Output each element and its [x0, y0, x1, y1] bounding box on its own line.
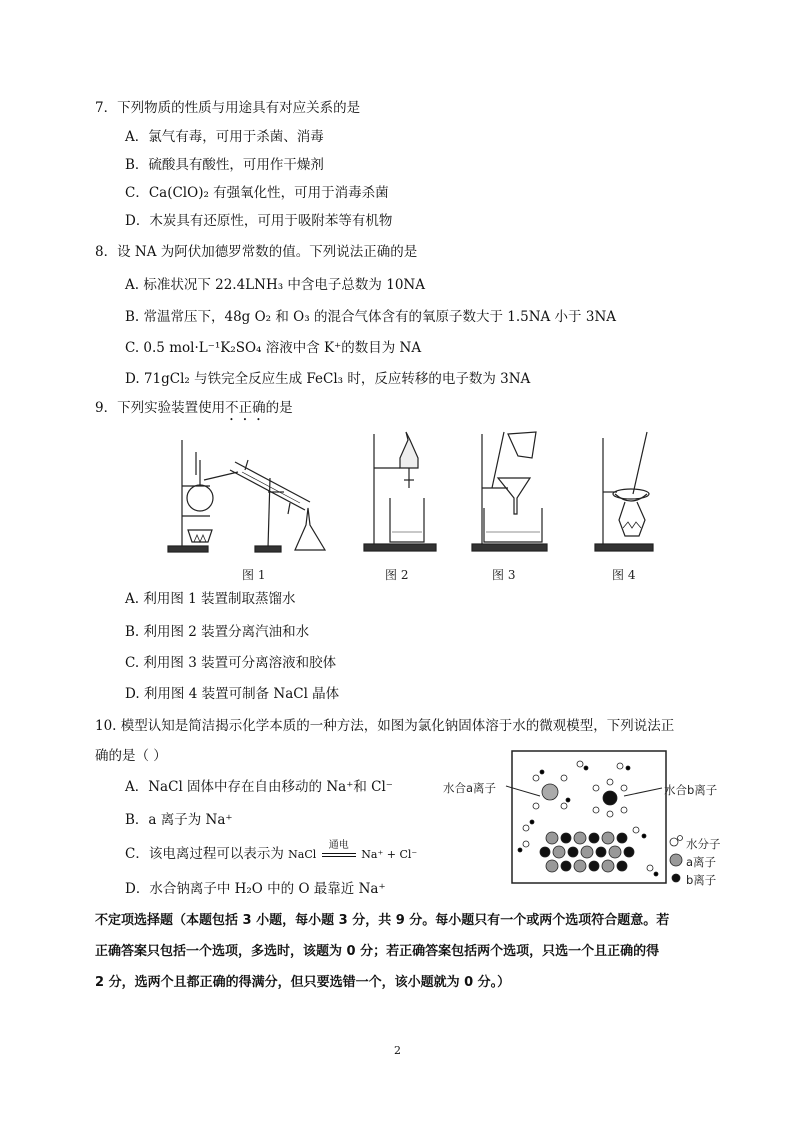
q7-option-a: A．氯气有毒，可用于杀菌、消毒	[125, 129, 324, 145]
q10-option-c-text: C．该电离过程可以表示为	[125, 846, 284, 862]
q7-option-b: B．硫酸具有酸性，可用作干燥剂	[125, 157, 324, 173]
figure-3-label: 图 3	[492, 568, 516, 582]
page-number: 2	[394, 1044, 401, 1057]
section-instructions-line3: 2 分，选两个且都正确的得满分，但只要选错一个，该小题就为 0 分。）	[95, 975, 511, 990]
q9-option-c: C. 利用图 3 装置可分离溶液和胶体	[125, 655, 337, 671]
figure-1-distillation	[160, 430, 330, 555]
q8-option-d: D. 71gCl₂ 与铁完全反应生成 FeCl₃ 时，反应转移的电子数为 3NA	[125, 371, 531, 387]
equation-condition: 通电	[328, 840, 349, 851]
legend-water-molecule: 水分子	[686, 837, 721, 851]
model-label-hydrated-b: 水合b离子	[664, 783, 718, 797]
figure-2-separatory-funnel	[362, 428, 442, 555]
q10-stem-line1: 10. 模型认知是简洁揭示化学本质的一种方法，如图为氯化钠固体溶于水的微观模型，下列说法正	[95, 718, 675, 734]
model-label-hydrated-a: 水合a离子	[443, 781, 497, 795]
legend-b-ion: b离子	[686, 873, 717, 887]
q9-stem	[95, 396, 293, 424]
legend-a-ion: a离子	[686, 855, 717, 869]
q8-stem: 8．设 NA 为阿伏加德罗常数的值。下列说法正确的是	[95, 244, 418, 260]
section-instructions-line2: 正确答案只包括一个选项，多选时，该题为 0 分；若正确答案包括两个选项，只选一个且正确的得	[95, 944, 660, 959]
q9-option-b: B. 利用图 2 装置分离汽油和水	[125, 624, 310, 640]
figure-1-label: 图 1	[242, 568, 266, 582]
q7-option-d: D．木炭具有还原性，可用于吸附苯等有机物	[125, 213, 393, 229]
q10-option-c	[125, 842, 417, 862]
q9-stem-pre: 9．下列实验装置使用	[95, 400, 226, 416]
figure-2-label: 图 2	[385, 568, 409, 582]
q7-option-c: C．Ca(ClO)₂ 有强氧化性，可用于消毒杀菌	[125, 185, 389, 201]
q10-stem-line2: 确的是（ ）	[95, 748, 167, 764]
q9-option-d: D. 利用图 4 装置可制备 NaCl 晶体	[125, 686, 340, 702]
ionization-equation	[288, 840, 418, 861]
equation-left: NaCl	[288, 848, 317, 861]
equation-equals-sign	[322, 853, 356, 857]
section-instructions-line1: 不定项选择题（本题包括 3 小题，每小题 3 分，共 9 分。每小题只有一个或两个选项符合题意。若	[95, 913, 670, 928]
q10-option-b: B．a 离子为 Na⁺	[125, 812, 233, 828]
q8-option-c: C. 0.5 mol·L⁻¹K₂SO₄ 溶液中含 K⁺的数目为 NA	[125, 340, 422, 356]
q9-stem-post: 的是	[265, 400, 293, 416]
q8-option-a: A. 标准状况下 22.4LNH₃ 中含电子总数为 10NA	[125, 277, 425, 293]
q10-option-d: D．水合钠离子中 H₂O 中的 O 最靠近 Na⁺	[125, 881, 386, 897]
figure-3-filtration	[470, 428, 555, 555]
q9-option-a: A. 利用图 1 装置制取蒸馏水	[125, 591, 296, 607]
figure-4-label: 图 4	[612, 568, 636, 582]
q9-stem-emphasis: 不正确	[225, 400, 266, 416]
q7-stem: 7．下列物质的性质与用途具有对应关系的是	[95, 100, 361, 116]
q10-option-a: A．NaCl 固体中存在自由移动的 Na⁺和 Cl⁻	[125, 779, 393, 795]
q8-option-b: B. 常温常压下，48g O₂ 和 O₃ 的混合气体含有的氧原子数大于 1.5NA 小于 3NA	[125, 309, 617, 325]
figure-4-evaporation	[595, 428, 655, 555]
equation-right: Na⁺ + Cl⁻	[361, 848, 418, 861]
